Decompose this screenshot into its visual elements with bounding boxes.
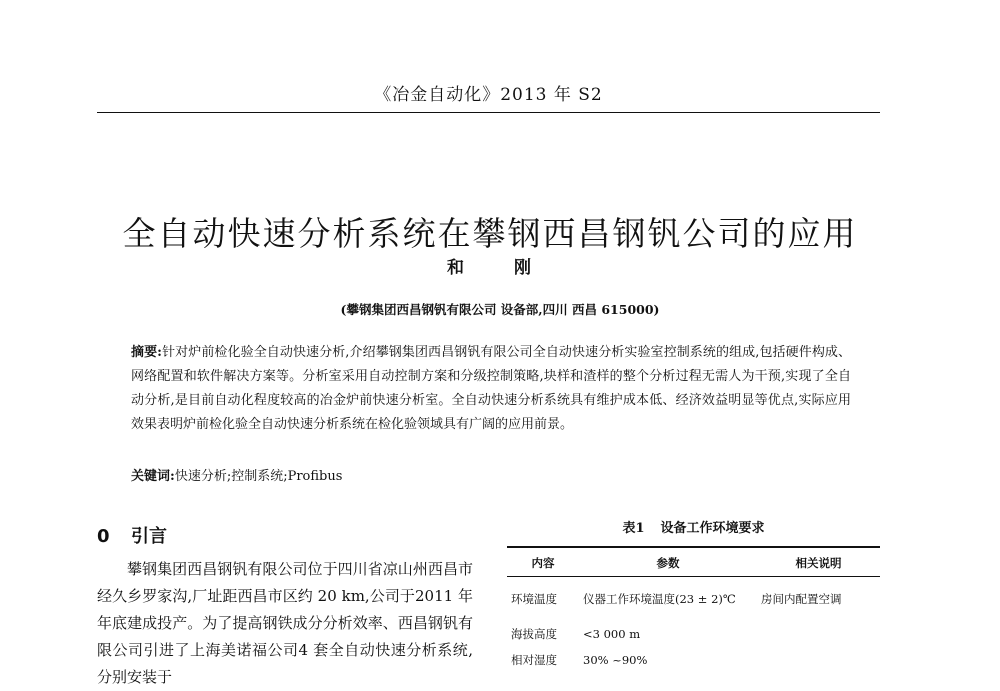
header-rule [97, 112, 880, 113]
affiliation: (攀钢集团西昌钢钒有限公司 设备部,四川 西昌 615000) [340, 302, 660, 317]
table-cell: 仪器工作环境温度(23 ± 2)℃ [583, 592, 736, 606]
table-cell [757, 647, 880, 673]
section-heading [97, 523, 167, 551]
keywords [131, 465, 851, 489]
abstract-label: 摘要: [131, 345, 162, 360]
table-cell: 海拔高度 [511, 627, 557, 641]
table-row [507, 577, 880, 622]
journal-header: 《冶金自动化》2013 年 S2 [374, 85, 603, 105]
table-row [507, 647, 880, 673]
table-header-row [507, 547, 880, 577]
environment-table [507, 546, 880, 673]
table-header-cell: 参数 [579, 547, 757, 577]
section-title: 引言 [131, 526, 167, 547]
keywords-label: 关键词: [131, 469, 175, 484]
intro-paragraph: 攀钢集团西昌钢钒有限公司位于四川省凉山州西昌市经久乡罗家沟,厂址距西昌市区约 20 km,公司于2011 年年底建成投产。为了提高钢铁成分分析效率、西昌钢钒有限公司引进了上海美诺福公司4 套全自动快速分析系统,分别安装于 [97, 560, 473, 686]
section-number: 0 [97, 526, 110, 547]
table-cell [757, 621, 880, 647]
table-cell: <3 000 m [583, 627, 641, 641]
table-header-cell: 内容 [507, 547, 579, 577]
keywords-text: 快速分析;控制系统;Profibus [174, 469, 343, 484]
author: 和 刚 [447, 258, 553, 278]
article-title: 全自动快速分析系统在攀钢西昌钢钒公司的应用 [122, 214, 858, 254]
table-cell: 房间内配置空调 [761, 592, 842, 606]
table-number: 表1 [622, 521, 645, 536]
table-row [507, 621, 880, 647]
table-header-cell: 相关说明 [757, 547, 880, 577]
table-caption-text: 设备工作环境要求 [660, 521, 765, 536]
table-cell: 30% ~90% [583, 653, 648, 667]
intro-body [97, 556, 473, 691]
table-cell: 环境温度 [511, 592, 557, 606]
abstract-text: 针对炉前检化验全自动快速分析,介绍攀钢集团西昌钢钒有限公司全自动快速分析实验室控制系统的组成,包括硬件构成、网络配置和软件解决方案等。分析室采用自动控制方案和分级控制策略,块样和渣样的整个分析过程无需人为干预,实现了全自动分析,是目前自动化程度较高的冶金炉前快速分析室。全自动快速分析系统具有维护成本低、经济效益明显等优点,实际应用效果表明炉前检化验全自动快速分析系统在检化验领域具有广阔的应用前景。 [131, 345, 851, 432]
table-cell: 相对湿度 [511, 653, 557, 667]
table-caption [507, 518, 880, 540]
abstract [131, 341, 851, 437]
